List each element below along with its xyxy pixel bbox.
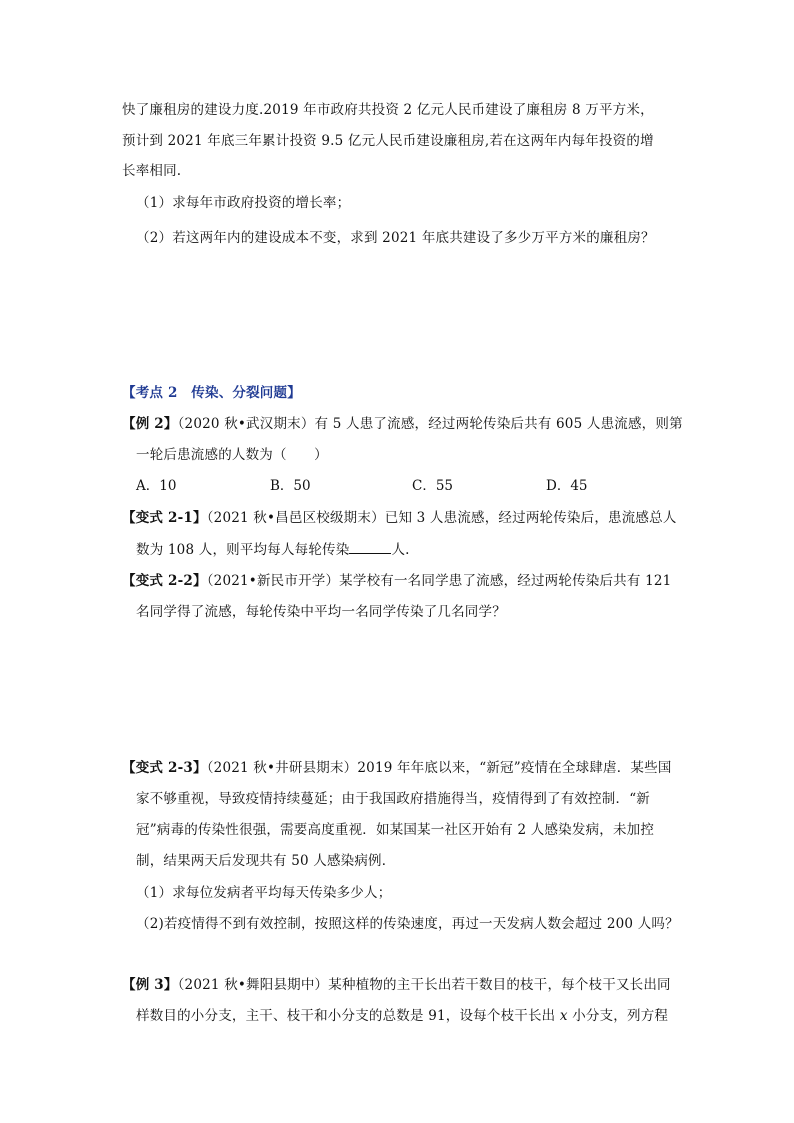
example-2-line-1 xyxy=(122,414,683,434)
example-3-line-2 xyxy=(136,1006,668,1026)
example-2-line-2: 一轮后患流感的人数为（ ） xyxy=(136,447,328,463)
variant-2-1-text-2: 数为 108 人，则平均每人每轮传染 xyxy=(136,542,350,558)
variant-2-1-text-1: （2021 秋•昌邑区校级期末）已知 3 人患流感，经过两轮传染后，患流感总人 xyxy=(206,510,677,526)
example-3-text-3: 小分支，列方程 xyxy=(567,1008,669,1024)
variant-2-1-line-1 xyxy=(122,508,677,528)
variant-2-1-tag: 【变式 2-1】 xyxy=(122,510,207,526)
variant-2-2-tag: 【变式 2-2】 xyxy=(122,573,207,589)
variant-2-2-text-1: （2021•新民市开学）某学校有一名同学患了流感，经过两轮传染后共有 121 xyxy=(206,573,672,589)
top-problem-line-1: 快了廉租房的建设力度.2019 年市政府共投资 2 亿元人民币建设了廉租房 8 万平方米， xyxy=(122,102,654,118)
example-2-tag: 【例 2】 xyxy=(122,416,178,432)
example-3-line-1 xyxy=(122,975,671,995)
variable-x: x xyxy=(559,1008,568,1024)
variant-2-3-line-2: 家不够重视，导致疫情持续蔓延；由于我国政府措施得当，疫情得到了有效控制．“新 xyxy=(136,791,651,807)
variant-2-2-line-2: 名同学得了流感，每轮传染中平均一名同学传染了几名同学？ xyxy=(136,604,506,620)
variant-2-3-tag: 【变式 2-3】 xyxy=(122,760,207,776)
variant-2-3-line-3: 冠”病毒的传染性很强，需要高度重视．如某国某一社区开始有 2 人感染发病，未加控 xyxy=(136,822,655,838)
variant-2-3-text-1: （2021 秋•井研县期末）2019 年年底以来，“新冠”疫情在全球肆虐．某些国 xyxy=(206,760,672,776)
top-problem-line-2: 预计到 2021 年底三年累计投资 9.5 亿元人民币建设廉租房,若在这两年内每年投资的增 xyxy=(122,133,654,149)
section-heading: 【考点 2 传染、分裂问题】 xyxy=(122,385,301,401)
variant-2-1-line-2 xyxy=(136,539,410,560)
example-2-option-a: A．10 xyxy=(136,478,177,494)
top-problem-question-2: （2）若这两年内的建设成本不变，求到 2021 年底共建设了多少万平方米的廉租房？ xyxy=(136,230,655,246)
variant-2-1-text-3: 人. xyxy=(391,542,410,558)
example-3-text-2: 样数目的小分支，主干、枝干和小分支的总数是 91，设每个枝干长出 xyxy=(136,1008,560,1024)
example-2-text-1: （2020 秋•武汉期末）有 5 人患了流感，经过两轮传染后共有 605 人患流感，则第 xyxy=(177,416,683,432)
variant-2-3-line-1 xyxy=(122,758,672,778)
top-problem-question-1: （1）求每年市政府投资的增长率； xyxy=(136,195,351,211)
answer-blank xyxy=(349,539,391,554)
example-3-tag: 【例 3】 xyxy=(122,977,178,993)
example-3-text-1: （2021 秋•舞阳县期中）某种植物的主干长出若干数目的枝干，每个枝干又长出同 xyxy=(177,977,671,993)
variant-2-3-line-4: 制，结果两天后发现共有 50 人感染病例． xyxy=(136,853,396,869)
variant-2-2-line-1 xyxy=(122,571,671,591)
example-2-option-d: D．45 xyxy=(546,478,588,494)
example-2-option-c: C．55 xyxy=(412,478,454,494)
example-2-option-b: B．50 xyxy=(270,478,311,494)
top-problem-line-3: 长率相同. xyxy=(122,163,182,179)
variant-2-3-question-1: （1）求每位发病者平均每天传染多少人； xyxy=(136,885,392,901)
variant-2-3-question-2: （2)若疫情得不到有效控制，按照这样的传染速度，再过一天发病人数会超过 200 人吗？ xyxy=(136,916,679,932)
